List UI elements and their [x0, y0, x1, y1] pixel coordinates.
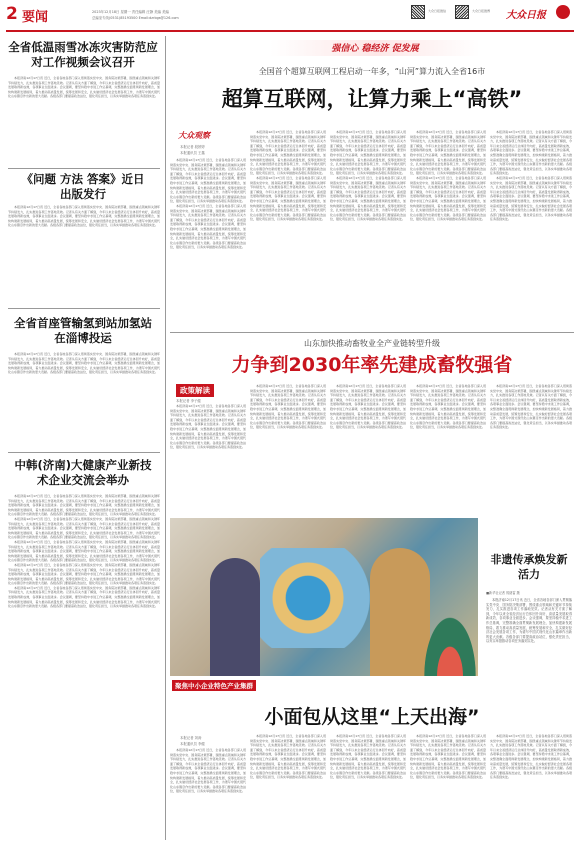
story4-text: 本报济南12月17日讯 近日，全省各地各部门深入贯彻落实党中央、国务院决策部署，围绕重点领域和关键环节持续发力，扎实推进各项工作落地见效。记者从有关方面了解到，今年以来全省经济运行总体回升向好，高质量发展取得新成效，各项事业全面进步。会议强调，要坚持稳中求进工作总基调，完整准确全面贯彻新发展理念，加快构建新发展格局，着力推动高质量发展，统筹发展和安全，扎实做好经济社会发展各项工作，为谱写中国式现代化山东篇章作出新的更大贡献。各级各部门要提高政治站位，强化责任担当，以务实举措推动各项任务落到实处。	[8, 494, 160, 517]
middle-headline[interactable]: 力争到2030年率先建成畜牧强省	[231, 354, 513, 376]
banner-kicker: 全国首个超算互联网工程启动一年多，“山河”算力流入全省16市	[258, 67, 486, 76]
divider-1	[8, 168, 160, 169]
middle-body-4	[410, 384, 486, 514]
masthead-rule	[6, 30, 574, 32]
story4-text-3: 本报济南12月17日讯 近日，全省各地各部门深入贯彻落实党中央、国务院决策部署，围绕重点领域和关键环节持续发力，扎实推进各项工作落地见效。记者从有关方面了解到，今年以来全省经济运行总体回升向好，高质量发展取得新成效，各项事业全面进步。会议强调，要坚持稳中求进工作总基调，完整准确全面贯彻新发展理念，加快构建新发展格局，着力推动高质量发展，统筹发展和安全，扎实做好经济社会发展各项工作，为谱写中国式现代化山东篇章作出新的更大贡献。各级各部门要提高政治站位，强化责任担当，以务实举措推动各项任务落到实处。	[8, 539, 160, 563]
bottom-byline-1: 本报记者 刘涛	[180, 736, 202, 740]
banner-text-5a: 本报济南12月17日讯 近日，全省各地各部门深入贯彻落实党中央、国务院决策部署，围绕重点领域和关键环节持续发力，扎实推进各项工作落地见效。记者从有关方面了解到，今年以来全省经济运行总体回升向好，高质量发展取得新成效，各项事业全面进步。会议强调，要坚持稳中求进工作总基调，完整准确全面贯彻新发展理念，加快构建新发展格局，着力推动高质量发展，统筹发展和安全，扎实做好经济社会发展各项工作，为谱写中国式现代化山东篇章作出新的更大贡献。各级各部门要提高政治站位，强化责任担当，以务实举措推动各项任务落到实处。	[490, 130, 572, 176]
policy-column-label: 政策解读	[176, 384, 214, 397]
banner-text-3b: 本报济南12月17日讯 近日，全省各地各部门深入贯彻落实党中央、国务院决策部署，围绕重点领域和关键环节持续发力，扎实推进各项工作落地见效。记者从有关方面了解到，今年以来全省经济运行总体回升向好，高质量发展取得新成效，各项事业全面进步。会议强调，要坚持稳中求进工作总基调，完整准确全面贯彻新发展理念，加快构建新发展格局，着力推动高质量发展，统筹发展和安全，扎实做好经济社会发展各项工作，为谱写中国式现代化山东篇章作出新的更大贡献。各级各部门要提高政治站位，强化责任担当，以务实举措推动各项任务落到实处。	[330, 175, 406, 222]
story4-text-5: 本报济南12月17日讯 近日，全省各地各部门深入贯彻落实党中央、国务院决策部署，围绕重点领域和关键环节持续发力，扎实推进各项工作落地见效。记者从有关方面了解到，今年以来全省经济运行总体回升向好，高质量发展取得新成效，各项事业全面进步。会议强调，要坚持稳中求进工作总基调，完整准确全面贯彻新发展理念，加快构建新发展格局，着力推动高质量发展，统筹发展和安全，扎实做好经济社会发展各项工作，为谱写中国式现代化山东篇章作出新的更大贡献。各级各部门要提高政治站位，强化责任担当，以务实举措推动各项任务落到实处。	[8, 585, 160, 609]
middle-body-5	[490, 384, 572, 514]
banner-text-2a: 本报济南12月17日讯 近日，全省各地各部门深入贯彻落实党中央、国务院决策部署，围绕重点领域和关键环节持续发力，扎实推进各项工作落地见效。记者从有关方面了解到，今年以来全省经济运行总体回升向好，高质量发展取得新成效，各项事业全面进步。会议强调，要坚持稳中求进工作总基调，完整准确全面贯彻新发展理念，加快构建新发展格局，着力推动高质量发展，统筹发展和安全，扎实做好经济社会发展各项工作，为谱写中国式现代化山东篇章作出新的更大贡献。各级各部门要提高政治站位，强化责任担当，以务实举措推动各项任务落到实处。	[250, 130, 326, 176]
middle-body-1	[170, 404, 246, 514]
story1-text: 本报济南12月17日讯 近日，全省各地各部门深入贯彻落实党中央、国务院决策部署，围绕重点领域和关键环节持续发力，扎实推进各项工作落地见效。记者从有关方面了解到，今年以来全省经济运行总体回升向好，高质量发展取得新成效，各项事业全面进步。会议强调，要坚持稳中求进工作总基调，完整准确全面贯彻新发展理念，加快构建新发展格局，着力推动高质量发展，统筹发展和安全，扎实做好经济社会发展各项工作，为谱写中国式现代化山东篇章作出新的更大贡献。各级各部门要提高政治站位，强化责任担当，以务实举措推动各项任务落到实处。	[8, 76, 160, 99]
qr-label-2: 大众日报微博	[472, 9, 491, 13]
logo-badge-icon	[556, 5, 570, 19]
divider-banner	[170, 332, 574, 333]
column-divider	[165, 36, 166, 840]
column-label-dazhong: 大众观察	[178, 130, 210, 140]
banner-byline-1: 本报记者 段婷婷	[180, 145, 205, 149]
middle-text-3: 本报济南12月17日讯 近日，全省各地各部门深入贯彻落实党中央、国务院决策部署，围绕重点领域和关键环节持续发力，扎实推进各项工作落地见效。记者从有关方面了解到，今年以来全省经济运行总体回升向好，高质量发展取得新成效，各项事业全面进步。会议强调，要坚持稳中求进工作总基调，完整准确全面贯彻新发展理念，加快构建新发展格局，着力推动高质量发展，统筹发展和安全，扎实做好经济社会发展各项工作，为谱写中国式现代化山东篇章作出新的更大贡献。各级各部门要提高政治站位，强化责任担当，以务实举措推动各项任务落到实处。	[330, 384, 406, 430]
bottom-text-1: 本报济南12月17日讯 近日，全省各地各部门深入贯彻落实党中央、国务院决策部署，围绕重点领域和关键环节持续发力，扎实推进各项工作落地见效。记者从有关方面了解到，今年以来全省经济运行总体回升向好，高质量发展取得新成效，各项事业全面进步。会议强调，要坚持稳中求进工作总基调，完整准确全面贯彻新发展理念，加快构建新发展格局，着力推动高质量发展，统筹发展和安全，扎实做好经济社会发展各项工作，为谱写中国式现代化山东篇章作出新的更大贡献。各级各部门要提高政治站位，强化责任担当，以务实举措推动各项任务落到实处。	[170, 748, 246, 794]
story1-body	[8, 76, 160, 166]
story4-text-4: 本报济南12月17日讯 近日，全省各地各部门深入贯彻落实党中央、国务院决策部署，围绕重点领域和关键环节持续发力，扎实推进各项工作落地见效。记者从有关方面了解到，今年以来全省经济运行总体回升向好，高质量发展取得新成效，各项事业全面进步。会议强调，要坚持稳中求进工作总基调，完整准确全面贯彻新发展理念，加快构建新发展格局，着力推动高质量发展，统筹发展和安全，扎实做好经济社会发展各项工作，为谱写中国式现代化山东篇章作出新的更大贡献。各级各部门要提高政治站位，强化责任担当，以务实举措推动各项任务落到实处。	[8, 562, 160, 586]
qr-code-2[interactable]	[455, 5, 469, 19]
story3-body	[8, 352, 160, 450]
story2-text: 本报济南12月17日讯 近日，全省各地各部门深入贯彻落实党中央、国务院决策部署，围绕重点领域和关键环节持续发力，扎实推进各项工作落地见效。记者从有关方面了解到，今年以来全省经济运行总体回升向好，高质量发展取得新成效，各项事业全面进步。会议强调，要坚持稳中求进工作总基调，完整准确全面贯彻新发展理念，加快构建新发展格局，着力推动高质量发展，统筹发展和安全，扎实做好经济社会发展各项工作，为谱写中国式现代化山东篇章作出新的更大贡献。各级各部门要提高政治站位，强化责任担当，以务实举措推动各项任务落到实处。	[8, 205, 160, 228]
banner-text-4b: 本报济南12月17日讯 近日，全省各地各部门深入贯彻落实党中央、国务院决策部署，围绕重点领域和关键环节持续发力，扎实推进各项工作落地见效。记者从有关方面了解到，今年以来全省经济运行总体回升向好，高质量发展取得新成效，各项事业全面进步。会议强调，要坚持稳中求进工作总基调，完整准确全面贯彻新发展理念，加快构建新发展格局，着力推动高质量发展，统筹发展和安全，扎实做好经济社会发展各项工作，为谱写中国式现代化山东篇章作出新的更大贡献。各级各部门要提高政治站位，强化责任担当，以务实举措推动各项任务落到实处。	[410, 175, 486, 222]
bottom-headline[interactable]: 小面包从这里“上天出海”	[264, 706, 480, 728]
banner-text-2b: 本报济南12月17日讯 近日，全省各地各部门深入贯彻落实党中央、国务院决策部署，围绕重点领域和关键环节持续发力，扎实推进各项工作落地见效。记者从有关方面了解到，今年以来全省经济运行总体回升向好，高质量发展取得新成效，各项事业全面进步。会议强调，要坚持稳中求进工作总基调，完整准确全面贯彻新发展理念，加快构建新发展格局，着力推动高质量发展，统筹发展和安全，扎实做好经济社会发展各项工作，为谱写中国式现代化山东篇章作出新的更大贡献。各级各部门要提高政治站位，强化责任担当，以务实举措推动各项任务落到实处。	[250, 175, 326, 222]
middle-kicker: 山东加快推动畜牧业全产业链转型升级	[304, 339, 440, 348]
banner-text-5b: 本报济南12月17日讯 近日，全省各地各部门深入贯彻落实党中央、国务院决策部署，围绕重点领域和关键环节持续发力，扎实推进各项工作落地见效。记者从有关方面了解到，今年以来全省经济运行总体回升向好，高质量发展取得新成效，各项事业全面进步。会议强调，要坚持稳中求进工作总基调，完整准确全面贯彻新发展理念，加快构建新发展格局，着力推动高质量发展，统筹发展和安全，扎实做好经济社会发展各项工作，为谱写中国式现代化山东篇章作出新的更大贡献。各级各部门要提高政治站位，强化责任担当，以务实举措推动各项任务落到实处。	[490, 175, 572, 222]
banner-text-1a: 本报济南12月17日讯 近日，全省各地各部门深入贯彻落实党中央、国务院决策部署，围绕重点领域和关键环节持续发力，扎实推进各项工作落地见效。记者从有关方面了解到，今年以来全省经济运行总体回升向好，高质量发展取得新成效，各项事业全面进步。会议强调，要坚持稳中求进工作总基调，完整准确全面贯彻新发展理念，加快构建新发展格局，着力推动高质量发展，统筹发展和安全，扎实做好经济社会发展各项工作，为谱写中国式现代化山东篇章作出新的更大贡献。各级各部门要提高政治站位，强化责任担当，以务实举措推动各项任务落到实处。	[170, 158, 246, 204]
middle-text-2: 本报济南12月17日讯 近日，全省各地各部门深入贯彻落实党中央、国务院决策部署，围绕重点领域和关键环节持续发力，扎实推进各项工作落地见效。记者从有关方面了解到，今年以来全省经济运行总体回升向好，高质量发展取得新成效，各项事业全面进步。会议强调，要坚持稳中求进工作总基调，完整准确全面贯彻新发展理念，加快构建新发展格局，着力推动高质量发展，统筹发展和安全，扎实做好经济社会发展各项工作，为谱写中国式现代化山东篇章作出新的更大贡献。各级各部门要提高政治站位，强化责任担当，以务实举措推动各项任务落到实处。	[250, 384, 326, 430]
banner-text-3a: 本报济南12月17日讯 近日，全省各地各部门深入贯彻落实党中央、国务院决策部署，围绕重点领域和关键环节持续发力，扎实推进各项工作落地见效。记者从有关方面了解到，今年以来全省经济运行总体回升向好，高质量发展取得新成效，各项事业全面进步。会议强调，要坚持稳中求进工作总基调，完整准确全面贯彻新发展理念，加快构建新发展格局，着力推动高质量发展，统筹发展和安全，扎实做好经济社会发展各项工作，为谱写中国式现代化山东篇章作出新的更大贡献。各级各部门要提高政治站位，强化责任担当，以务实举措推动各项任务落到实处。	[330, 130, 406, 176]
banner-body-5	[490, 130, 572, 328]
banner-body-4	[410, 130, 486, 328]
story3-text: 本报济南12月17日讯 近日，全省各地各部门深入贯彻落实党中央、国务院决策部署，围绕重点领域和关键环节持续发力，扎实推进各项工作落地见效。记者从有关方面了解到，今年以来全省经济运行总体回升向好，高质量发展取得新成效，各项事业全面进步。会议强调，要坚持稳中求进工作总基调，完整准确全面贯彻新发展理念，加快构建新发展格局，着力推动高质量发展，统筹发展和安全，扎实做好经济社会发展各项工作，为谱写中国式现代化山东篇章作出新的更大贡献。各级各部门要提高政治站位，强化责任担当，以务实举措推动各项任务落到实处。	[8, 352, 160, 375]
date-line: 2023年12月18日 星期一 责任编辑 汪静 美编 美编	[92, 10, 169, 14]
story3-title[interactable]: 全省首座管输氢到站加氢站在淄博投运	[14, 316, 152, 345]
middle-text-5: 本报济南12月17日讯 近日，全省各地各部门深入贯彻落实党中央、国务院决策部署，围绕重点领域和关键环节持续发力，扎实推进各项工作落地见效。记者从有关方面了解到，今年以来全省经济运行总体回升向好，高质量发展取得新成效，各项事业全面进步。会议强调，要坚持稳中求进工作总基调，完整准确全面贯彻新发展理念，加快构建新发展格局，着力推动高质量发展，统筹发展和安全，扎实做好经济社会发展各项工作，为谱写中国式现代化山东篇章作出新的更大贡献。各级各部门要提高政治站位，强化责任担当，以务实举措推动各项任务落到实处。	[490, 384, 572, 430]
middle-text-4: 本报济南12月17日讯 近日，全省各地各部门深入贯彻落实党中央、国务院决策部署，围绕重点领域和关键环节持续发力，扎实推进各项工作落地见效。记者从有关方面了解到，今年以来全省经济运行总体回升向好，高质量发展取得新成效，各项事业全面进步。会议强调，要坚持稳中求进工作总基调，完整准确全面贯彻新发展理念，加快构建新发展格局，着力推动高质量发展，统筹发展和安全，扎实做好经济社会发展各项工作，为谱写中国式现代化山东篇章作出新的更大贡献。各级各部门要提高政治站位，强化责任担当，以务实举措推动各项任务落到实处。	[410, 384, 486, 430]
cluster-column-label: 聚焦中小企业特色产业集群	[172, 680, 256, 691]
photo-fan-display	[420, 608, 478, 676]
qr-label-1: 大众日报微信	[428, 9, 447, 13]
bottom-text-4: 本报济南12月17日讯 近日，全省各地各部门深入贯彻落实党中央、国务院决策部署，围绕重点领域和关键环节持续发力，扎实推进各项工作落地见效。记者从有关方面了解到，今年以来全省经济运行总体回升向好，高质量发展取得新成效，各项事业全面进步。会议强调，要坚持稳中求进工作总基调，完整准确全面贯彻新发展理念，加快构建新发展格局，着力推动高质量发展，统筹发展和安全，扎实做好经济社会发展各项工作，为谱写中国式现代化山东篇章作出新的更大贡献。各级各部门要提高政治站位，强化责任担当，以务实举措推动各项任务落到实处。	[410, 734, 486, 780]
banner-body-1	[170, 158, 246, 328]
bottom-byline-2: 本报通讯员 李健	[180, 742, 205, 746]
bottom-body-4	[410, 734, 486, 840]
banner-body-3	[330, 130, 406, 328]
feature-photo	[170, 518, 478, 676]
slogan-text: 强信心 稳经济 促发展	[331, 44, 419, 54]
middle-body-3	[330, 384, 406, 514]
photo-caption-byline: ■新华社记者 郭绪雷 摄	[486, 591, 520, 595]
bottom-text-3: 本报济南12月17日讯 近日，全省各地各部门深入贯彻落实党中央、国务院决策部署，围绕重点领域和关键环节持续发力，扎实推进各项工作落地见效。记者从有关方面了解到，今年以来全省经济运行总体回升向好，高质量发展取得新成效，各项事业全面进步。会议强调，要坚持稳中求进工作总基调，完整准确全面贯彻新发展理念，加快构建新发展格局，着力推动高质量发展，统筹发展和安全，扎实做好经济社会发展各项工作，为谱写中国式现代化山东篇章作出新的更大贡献。各级各部门要提高政治站位，强化责任担当，以务实举措推动各项任务落到实处。	[330, 734, 406, 780]
newspaper-logo: 大众日报	[506, 10, 546, 21]
story4-body	[8, 494, 160, 839]
bottom-text-2: 本报济南12月17日讯 近日，全省各地各部门深入贯彻落实党中央、国务院决策部署，围绕重点领域和关键环节持续发力，扎实推进各项工作落地见效。记者从有关方面了解到，今年以来全省经济运行总体回升向好，高质量发展取得新成效，各项事业全面进步。会议强调，要坚持稳中求进工作总基调，完整准确全面贯彻新发展理念，加快构建新发展格局，着力推动高质量发展，统筹发展和安全，扎实做好经济社会发展各项工作，为谱写中国式现代化山东篇章作出新的更大贡献。各级各部门要提高政治站位，强化责任担当，以务实举措推动各项任务落到实处。	[250, 734, 326, 780]
photo-caption-body	[486, 598, 572, 676]
qr-code-1[interactable]	[411, 5, 425, 19]
story4-text-2: 本报济南12月17日讯 近日，全省各地各部门深入贯彻落实党中央、国务院决策部署，围绕重点领域和关键环节持续发力，扎实推进各项工作落地见效。记者从有关方面了解到，今年以来全省经济运行总体回升向好，高质量发展取得新成效，各项事业全面进步。会议强调，要坚持稳中求进工作总基调，完整准确全面贯彻新发展理念，加快构建新发展格局，着力推动高质量发展，统筹发展和安全，扎实做好经济社会发展各项工作，为谱写中国式现代化山东篇章作出新的更大贡献。各级各部门要提高政治站位，强化责任担当，以务实举措推动各项任务落到实处。	[8, 516, 160, 540]
banner-text-1b: 本报济南12月17日讯 近日，全省各地各部门深入贯彻落实党中央、国务院决策部署，围绕重点领域和关键环节持续发力，扎实推进各项工作落地见效。记者从有关方面了解到，今年以来全省经济运行总体回升向好，高质量发展取得新成效，各项事业全面进步。会议强调，要坚持稳中求进工作总基调，完整准确全面贯彻新发展理念，加快构建新发展格局，着力推动高质量发展，统筹发展和安全，扎实做好经济社会发展各项工作，为谱写中国式现代化山东篇章作出新的更大贡献。各级各部门要提高政治站位，强化责任担当，以务实举措推动各项任务落到实处。	[170, 203, 246, 250]
bottom-text-5: 本报济南12月17日讯 近日，全省各地各部门深入贯彻落实党中央、国务院决策部署，围绕重点领域和关键环节持续发力，扎实推进各项工作落地见效。记者从有关方面了解到，今年以来全省经济运行总体回升向好，高质量发展取得新成效，各项事业全面进步。会议强调，要坚持稳中求进工作总基调，完整准确全面贯彻新发展理念，加快构建新发展格局，着力推动高质量发展，统筹发展和安全，扎实做好经济社会发展各项工作，为谱写中国式现代化山东篇章作出新的更大贡献。各级各部门要提高政治站位，强化责任担当，以务实举措推动各项任务落到实处。	[490, 734, 572, 780]
photo-silk-scarf	[260, 548, 380, 648]
banner-headline[interactable]: 超算互联网，让算力乘上“高铁”	[221, 87, 523, 111]
banner-text-4a: 本报济南12月17日讯 近日，全省各地各部门深入贯彻落实党中央、国务院决策部署，围绕重点领域和关键环节持续发力，扎实推进各项工作落地见效。记者从有关方面了解到，今年以来全省经济运行总体回升向好，高质量发展取得新成效，各项事业全面进步。会议强调，要坚持稳中求进工作总基调，完整准确全面贯彻新发展理念，加快构建新发展格局，着力推动高质量发展，统筹发展和安全，扎实做好经济社会发展各项工作，为谱写中国式现代化山东篇章作出新的更大贡献。各级各部门要提高政治站位，强化责任担当，以务实举措推动各项任务落到实处。	[410, 130, 486, 176]
contact-line: 总编室专线(0531)85193500 Email:dzrbgs@126.com	[92, 16, 179, 20]
middle-body-2	[250, 384, 326, 514]
photo-person-left	[210, 558, 260, 676]
divider-3	[8, 452, 160, 453]
photo-caption-title: 非遗传承焕发新活力	[490, 553, 568, 581]
photo-caption-text: 本报济南12月17日讯 近日，全省各地各部门深入贯彻落实党中央、国务院决策部署，围绕重点领域和关键环节持续发力，扎实推进各项工作落地见效。记者从有关方面了解到，今年以来全省经济运行总体回升向好，高质量发展取得新成效，各项事业全面进步。会议强调，要坚持稳中求进工作总基调，完整准确全面贯彻新发展理念，加快构建新发展格局，着力推动高质量发展，统筹发展和安全，扎实做好经济社会发展各项工作，为谱写中国式现代化山东篇章作出新的更大贡献。各级各部门要提高政治站位，强化责任担当，以务实举措推动各项任务落到实处。	[486, 598, 572, 644]
bottom-body-3	[330, 734, 406, 840]
page-number: 2	[6, 4, 18, 24]
banner-body-2	[250, 130, 326, 328]
story2-title[interactable]: 《问题 方法 答案》近日出版发行	[21, 172, 145, 201]
middle-text-1: 本报济南12月17日讯 近日，全省各地各部门深入贯彻落实党中央、国务院决策部署，围绕重点领域和关键环节持续发力，扎实推进各项工作落地见效。记者从有关方面了解到，今年以来全省经济运行总体回升向好，高质量发展取得新成效，各项事业全面进步。会议强调，要坚持稳中求进工作总基调，完整准确全面贯彻新发展理念，加快构建新发展格局，着力推动高质量发展，统筹发展和安全，扎实做好经济社会发展各项工作，为谱写中国式现代化山东篇章作出新的更大贡献。各级各部门要提高政治站位，强化责任担当，以务实举措推动各项任务落到实处。	[170, 404, 246, 450]
middle-byline: 本报记者 李子健	[176, 399, 201, 403]
divider-2	[8, 308, 160, 309]
section-name: 要闻	[22, 10, 49, 25]
masthead	[0, 0, 580, 32]
story4-title[interactable]: 中韩(济南)大健康产业新技术企业交流会举办	[14, 458, 152, 487]
banner-byline-2: 本报通讯员 王鑫	[180, 151, 205, 155]
bottom-body-2	[250, 734, 326, 840]
bottom-body-5	[490, 734, 572, 840]
story1-title[interactable]: 全省低温雨雪冰冻灾害防范应对工作视频会议召开	[8, 40, 158, 69]
story2-body	[8, 205, 160, 305]
bottom-body-1	[170, 748, 246, 840]
